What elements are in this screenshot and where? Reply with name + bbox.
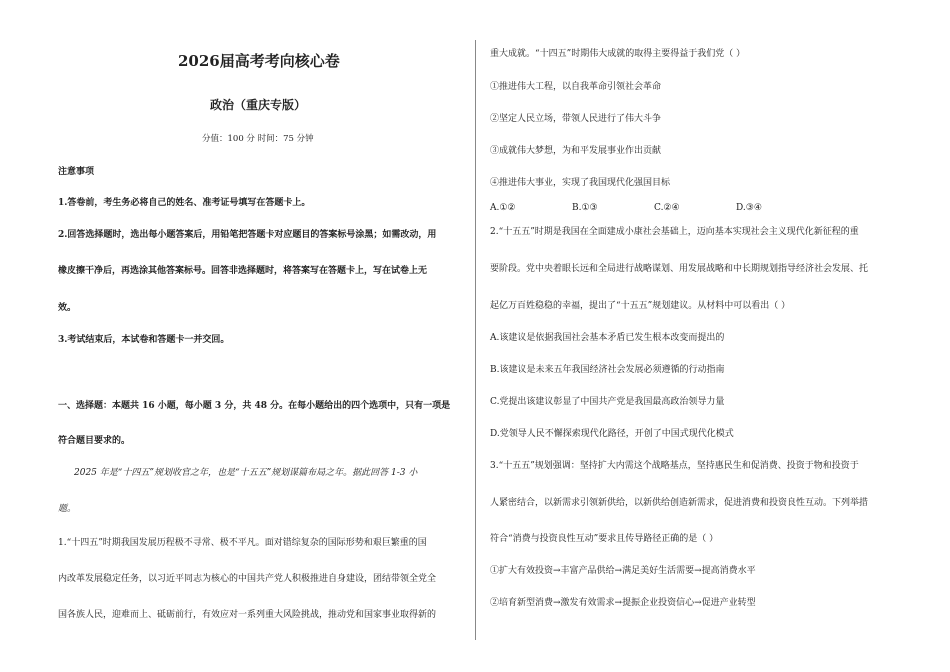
q1-option-4: ④推进伟大事业，实现了我国现代化强国目标 <box>490 178 671 188</box>
q1-stem-line1: 1.“十四五”时期我国发展历程极不寻常、极不平凡。面对错综复杂的国际形势和艰巨繁重的国 <box>58 538 427 548</box>
section1-intro-line1: 2025 年是“十四五”规划收官之年，也是“十五五”规划谋篇布局之年。据此回答 1-3 小 <box>74 468 418 478</box>
q1-option-3: ③成就伟大梦想，为和平发展事业作出贡献 <box>490 146 662 156</box>
notice-item-2-line1: 2.回答选择题时，选出每小题答案后，用铅笔把答题卡对应题目的答案标号涂黑；如需改动，用 <box>58 230 437 240</box>
q2-stem-line2: 要阶段。党中央着眼长远和全局进行战略谋划、用发展战略和中长期规划指导经济社会发展、托 <box>490 264 869 274</box>
notice-item-3: 3.考试结束后，本试卷和答题卡一并交回。 <box>58 335 230 345</box>
q1-stem-line2: 内改革发展稳定任务，以习近平同志为核心的中国共产党人积极推进自身建设，团结带领全党全 <box>58 574 437 584</box>
section1-heading-line1: 一、选择题：本题共 16 小题，每小题 3 分，共 48 分。在每小题给出的四个选项中，只有一项是 <box>58 401 451 411</box>
q2-option-d: D.党领导人民不懈探索现代化路径，开创了中国式现代化模式 <box>490 429 734 439</box>
q3-stem-line3: 符合“消费与投资良性互动”要求且传导路径正确的是（ ） <box>490 534 719 544</box>
notice-item-2-line3: 效。 <box>58 303 77 313</box>
exam-title: 2026届高考考向核心卷 <box>178 52 340 70</box>
exam-subject: 政治（重庆专版） <box>210 98 307 112</box>
section1-heading-line2: 符合题目要求的。 <box>58 436 131 446</box>
q3-stem-line1: 3.“十五五”规划强调：坚持扩大内需这个战略基点，坚持惠民生和促消费、投资于物和投资于 <box>490 461 859 471</box>
q2-stem-line1: 2.“十五五”时期是我国在全面建成小康社会基础上，迈向基本实现社会主义现代化新征程的重 <box>490 227 859 237</box>
q1-option-2: ②坚定人民立场，带领人民进行了伟大斗争 <box>490 114 662 124</box>
q1-stem-line3: 国各族人民，迎难而上、砥砺前行，有效应对一系列重大风险挑战，推动党和国家事业取得新的 <box>58 610 437 620</box>
q1-option-1: ①推进伟大工程，以自我革命引领社会革命 <box>490 82 662 92</box>
q3-stem-line2: 人紧密结合，以新需求引领新供给，以新供给创造新需求，促进消费和投资良性互动。下列举措 <box>490 498 869 508</box>
q2-option-a: A.该建议是依据我国社会基本矛盾已发生根本改变而提出的 <box>490 333 725 343</box>
notice-item-1: 1.答卷前，考生务必将自己的姓名、准考证号填写在答题卡上。 <box>58 198 311 208</box>
q1-choice-c: C.②④ <box>654 203 680 213</box>
q3-option-2: ②培育新型消费→激发有效需求→提振企业投资信心→促进产业转型 <box>490 598 756 608</box>
q2-option-b: B.该建议是未来五年我国经济社会发展必须遵循的行动指南 <box>490 365 725 375</box>
q3-option-1: ①扩大有效投资→丰富产品供给→满足美好生活需要→提高消费水平 <box>490 566 756 576</box>
section1-intro-line2: 题。 <box>58 504 77 514</box>
q1-stem-line4: 重大成就。“十四五”时期伟大成就的取得主要得益于我们党（ ） <box>490 49 746 59</box>
q2-option-c: C.党提出该建议彰显了中国共产党是我国最高政治领导力量 <box>490 397 725 407</box>
column-divider <box>475 40 476 640</box>
q1-choice-a: A.①② <box>490 203 516 213</box>
q2-stem-line3: 起亿万百姓稳稳的幸福，提出了“十五五”规划建议。从材料中可以看出（ ） <box>490 301 791 311</box>
score-time: 分值：100 分 时间：75 分钟 <box>202 134 314 144</box>
q1-choice-b: B.①③ <box>572 203 598 213</box>
q1-choice-d: D.③④ <box>736 203 762 213</box>
notice-item-2-line2: 橡皮擦干净后，再选涂其他答案标号。回答非选择题时，将答案写在答题卡上，写在试卷上无 <box>58 266 428 276</box>
notice-heading: 注意事项 <box>58 167 95 177</box>
